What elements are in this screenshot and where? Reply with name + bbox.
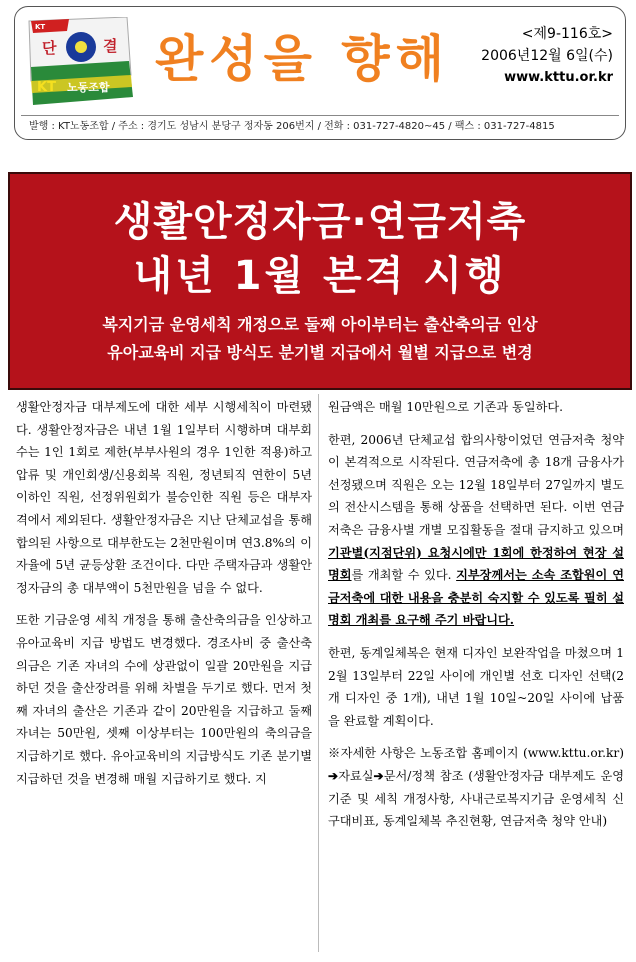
- issue-number: <제9-116호>: [521, 26, 613, 42]
- subheadline-2: 유아교육비 지급 방식도 분기별 지급에서 월별 지급으로 변경: [107, 343, 533, 362]
- issue-date: 2006년12월 6일(수): [481, 48, 613, 64]
- text-span: 자료실: [338, 768, 374, 783]
- paragraph: [328, 742, 624, 832]
- arrow-icon: ➔: [373, 768, 384, 783]
- issue-info: [481, 23, 613, 89]
- paragraph: 생활안정자금 대부제도에 대한 세부 시행세칙이 마련됐다. 생활안정자금은 내년 1월 1일부터 시행하며 대부회수는 1인 1회로 제한(부부사원의 경우 1인한 적용)하고 압류 및 개인회생/신용회복 직원, 정년퇴직 연한이 5년 이하인 직원, 선정위원회가 불승인한 직원 등은 대부자격에서 제외된다. 생활안정자금은 지난 단체교섭을 통해 합의된 사항으로 대부한도는 2천만원이며 연3.8%의 이자율에 5년 균등상환 조건이다. 다만 주택자금과 생활안정자금의 총 대부액이 5천만원을 넘을 수 없다.: [16, 400, 312, 595]
- paragraph: [328, 429, 624, 632]
- emphasis-text: 기관별(지점단위) 요청시에만 1회에 한정하여 현장 설명회: [328, 545, 624, 583]
- masthead: [14, 6, 626, 140]
- union-flag-logo: [23, 17, 135, 109]
- article-column-right: [328, 396, 624, 843]
- column-divider: [318, 394, 319, 952]
- arrow-icon: ➔: [328, 768, 339, 783]
- svg-text:결: 결: [103, 37, 118, 55]
- emphasis-text: 지부장께서는 소속 조합원이 연금저축에 대한 내용을 충분히 숙지할 수 있도록 필히 설명회 개최를 요구해 주기 바랍니다.: [328, 568, 624, 628]
- article-column-left: [16, 396, 312, 800]
- publisher-info: 발행 : KT노동조합 / 주소 : 경기도 성남시 분당구 정자동 206번지 / 전화 : 031-727-4820~45 / 팩스 : 031-727-4815: [21, 115, 619, 138]
- headline-line1: 생활안정자금·연금저축: [113, 199, 527, 245]
- headline-line2: 내년 1월 본격 시행: [133, 253, 507, 299]
- paragraph: 원금액은 매월 10만원으로 기존과 동일하다.: [328, 400, 564, 414]
- website-url: www.kttu.or.kr: [504, 70, 613, 85]
- text-span: 문서/정책 참조 (생활안정자금 대부제도 운영기준 및 세칙 개정사항, 사내근로복지기금 운영세칙 신구대비표, 동계일체복 추진현황, 연금저축 청약 안내): [328, 768, 624, 829]
- text-span: ※자세한 사항은 노동조합 홈페이지 (www.kttu.or.kr): [328, 746, 624, 761]
- paragraph: 또한 기금운영 세칙 개정을 통해 출산축의금을 인상하고 유아교육비 지급 방법도 변경했다. 경조사비 중 출산축의금은 기존 자녀의 수에 상관없이 일괄 20만원을 지급하던 것을 출산장려를 위해 차별을 두기로 했다. 먼저 첫째 자녀의 출산은 기존과 같이 20만원을 지급하고 둘째 자녀는 50만원, 셋째 이상부터는 100만원의 축의금을 지급하기로 했다. 유아교육비의 지급방식도 기존 분기별 지급하던 것을 변경해 매월 지급하기로 했다. 지: [16, 613, 312, 786]
- text-span: 한편, 2006년 단체교섭 합의사항이었던 연금저축 청약이 본격적으로 시작된다. 연금저축에 총 18개 금융사가 선정됐으며 직원은 오는 12월 18일부터 27일까지 별도의 전산시스템을 통해 상품을 선택하면 된다. 이번 연금 저축은 금융사별 개별 모집활동을 절대 금지하고 있으며: [328, 432, 624, 537]
- newsletter-title: 완성을 향해: [155, 30, 450, 88]
- paragraph: 한편, 동계일체복은 현재 디자인 보완작업을 마쳤으며 12월 13일부터 22일 사이에 개인별 선호 디자인 선택(2개 디자인 중 1개), 내년 1월 10일~20일 사이에 납품을 완료할 계획이다.: [328, 645, 624, 728]
- text-span: 를 개최할 수 있다.: [351, 568, 457, 583]
- svg-text:KT: KT: [35, 23, 46, 31]
- headline-banner: [8, 172, 632, 390]
- subheadline-1: 복지기금 운영세칙 개정으로 둘째 아이부터는 출산축의금 인상: [102, 315, 538, 334]
- svg-text:단: 단: [42, 39, 57, 57]
- svg-text:노동조합: 노동조합: [67, 81, 110, 94]
- svg-text:KT: KT: [37, 80, 56, 95]
